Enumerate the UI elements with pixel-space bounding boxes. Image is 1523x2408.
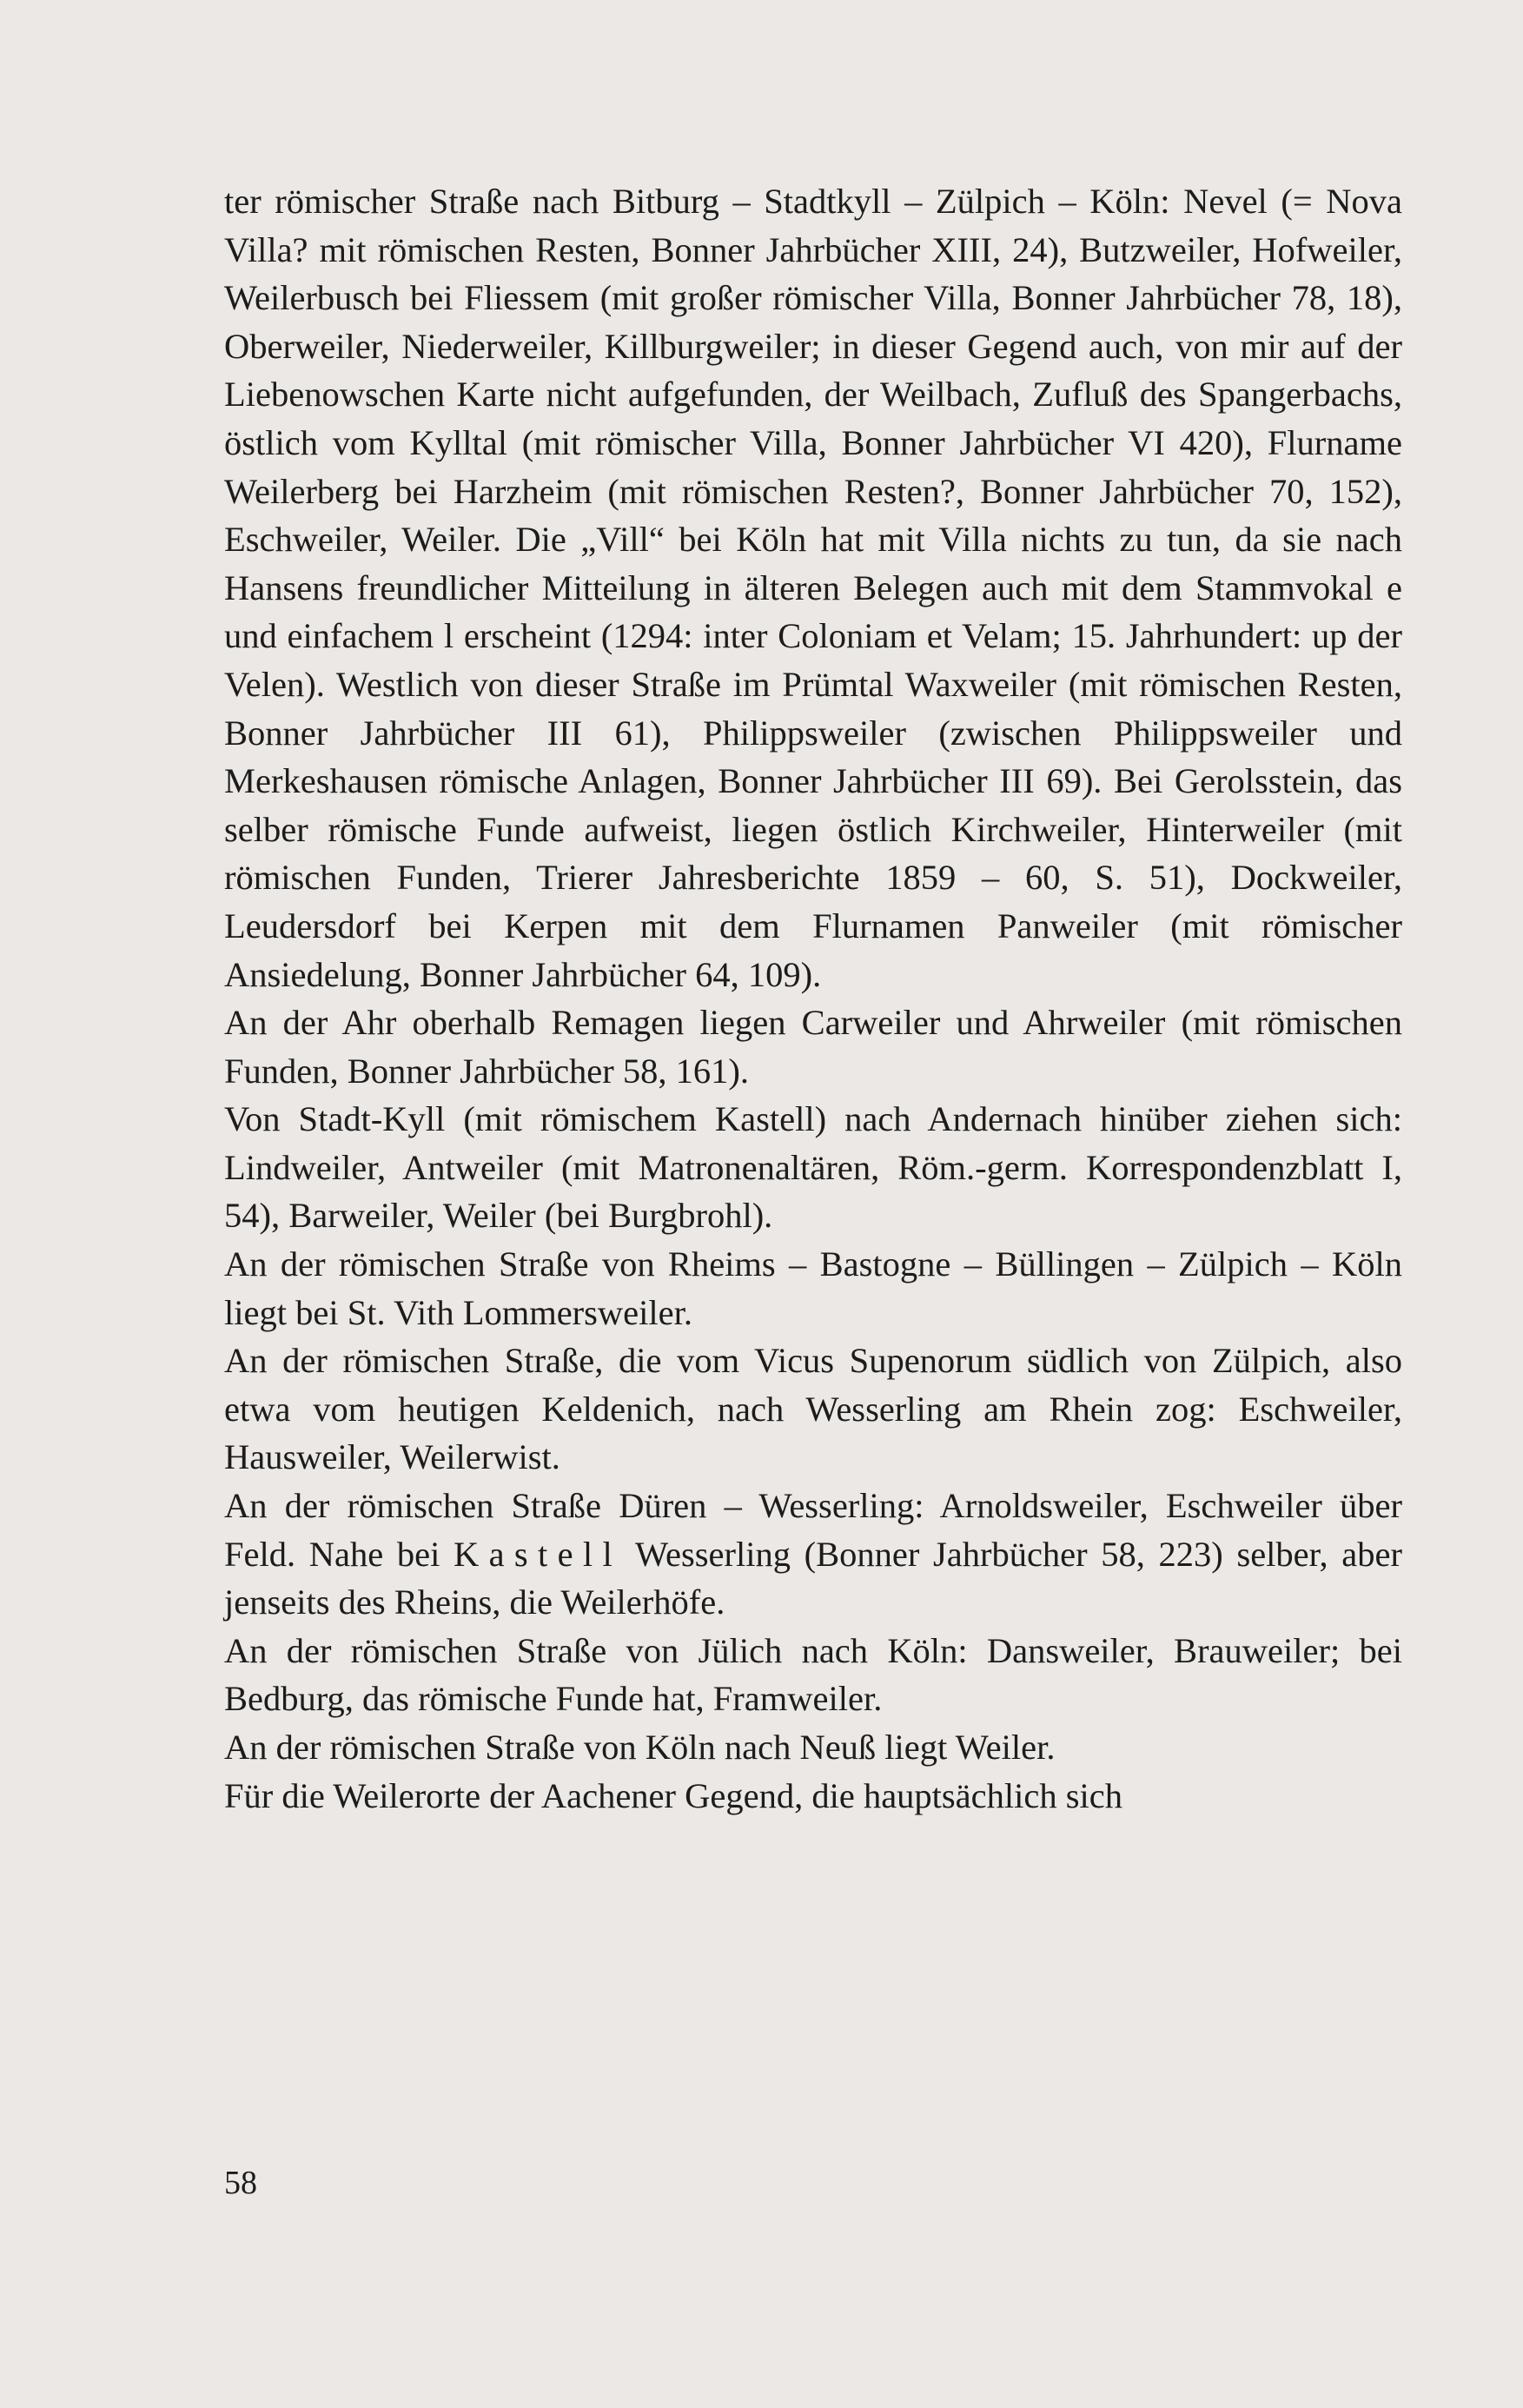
paragraph-rheims-road: An der römischen Straße von Rheims – Bastogne – Büllingen – Zülpich – Köln liegt bei St. Vith Lommersweiler. — [224, 1244, 1402, 1332]
paragraph-stadt-kyll: Von Stadt-Kyll (mit römischem Kastell) nach Andernach hinüber ziehen sich: Lindweiler, Antweiler (mit Matronenaltären, Röm.-germ. Korrespondenzblatt I, 54), Barweiler, Weiler (bei Burgbrohl). — [224, 1099, 1402, 1236]
page-number: 58 — [224, 2165, 257, 2201]
body-text — [224, 177, 1402, 1820]
paragraph-part: An der römischen Straße Düren – Wesserling: Arnoldsweiler, Eschweiler über Feld. Nahe bei — [224, 1486, 1402, 1574]
paragraph-vicus-supenorum: An der römischen Straße, die vom Vicus Supenorum südlich von Zülpich, also etwa vom heutigen Keldenich, nach Wesserling am Rhein zog: Eschweiler, Hausweiler, Weilerwist. — [224, 1341, 1402, 1477]
paragraph-ahr: An der Ahr oberhalb Remagen liegen Carweiler und Ahrweiler (mit römischen Funden, Bonner Jahrbücher 58, 161). — [224, 1003, 1402, 1091]
paragraph-juelich-koeln: An der römischen Straße von Jülich nach Köln: Dansweiler, Brauweiler; bei Bedburg, das römische Funde hat, Framweiler. — [224, 1630, 1402, 1719]
paragraph-dueren-wesserling — [224, 1482, 1402, 1627]
paragraph-aachen: Für die Weilerorte der Aachener Gegend, die hauptsächlich sich — [224, 1775, 1122, 1815]
paragraph-part: Wesserling (Bonner Jahrbücher 58, 223) selber, aber jenseits des Rheins, die Weilerhöfe. — [224, 1534, 1402, 1622]
paragraph-roman-road-bitburg: ter römischer Straße nach Bitburg – Stadtkyll – Zülpich – Köln: Nevel (= Nova Villa? mit römischen Resten, Bonner Jahrbücher XIII, 24), Butzweiler, Hofweiler, Weilerbusch bei Fliessem (mit großer römischer Villa, Bonner Jahrbücher 78, 18), Oberweiler, Niederweiler, Killburgweiler; in dieser Gegend auch, von mir auf der Liebenowschen Karte nicht aufgefunden, der Weilbach, Zufluß des Spangerbachs, östlich vom Kylltal (mit römischer Villa, Bonner Jahrbücher VI 420), Flurname Weilerberg bei Harzheim (mit römischen Resten?, Bonner Jahrbücher 70, 152), Eschweiler, Weiler. Die „Vill“ bei Köln hat mit Villa nichts zu tun, da sie nach Hansens freundlicher Mitteilung in älteren Belegen auch mit dem Stammvokal e und einfachem l erscheint (1294: inter Coloniam et Velam; 15. Jahrhundert: up der Velen). Westlich von dieser Straße im Prümtal Waxweiler (mit römischen Resten, Bonner Jahrbücher III 61), Philippsweiler (zwischen Philippsweiler und Merkeshausen römische Anlagen, Bonner Jahrbücher III 69). Bei Gerolsstein, das selber römische Funde aufweist, liegen östlich Kirchweiler, Hinterweiler (mit römischen Funden, Trierer Jahresberichte 1859 – 60, S. 51), Dockweiler, Leudersdorf bei Kerpen mit dem Flurnamen Panweiler (mit römischer Ansiedelung, Bonner Jahrbücher 64, 109). — [224, 182, 1402, 994]
emphasized-word: Kastell — [454, 1534, 623, 1574]
paragraph-koeln-neuss: An der römischen Straße von Köln nach Neuß liegt Weiler. — [224, 1728, 1056, 1767]
